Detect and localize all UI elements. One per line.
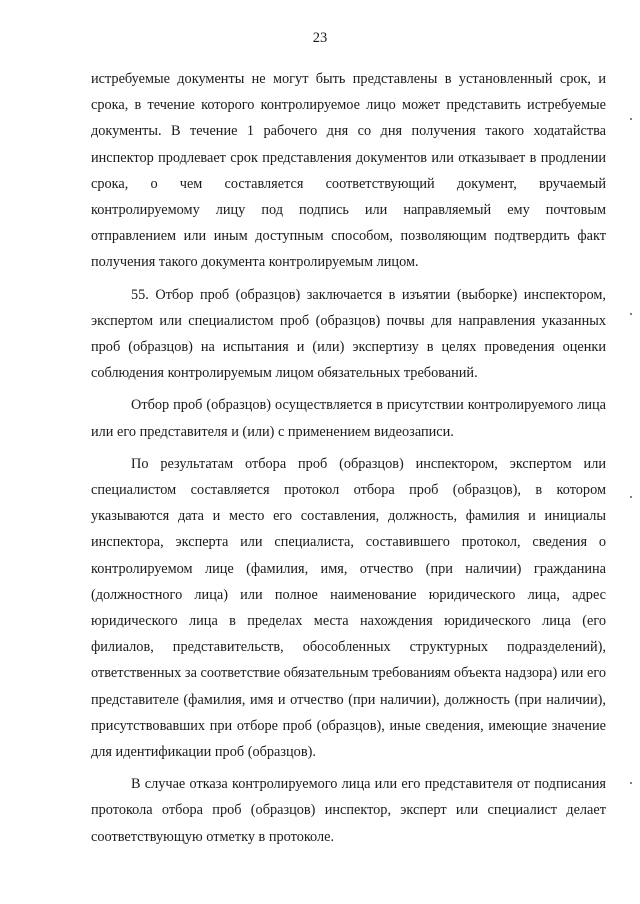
document-body	[91, 66, 606, 850]
paragraph-item-55: 55. Отбор проб (образцов) заключается в изъятии (выборке) инспектором, экспертом или специалистом проб (образцов) почвы для направления указанных проб (образцов) на испытания и (или) экспертизу в целях проведения оценки соблюдения контролируемым лицом обязательных требований.	[91, 286, 606, 382]
scan-speck	[630, 118, 632, 120]
paragraph-continuation: истребуемые документы не могут быть представлены в установленный срок, и срока, в течение которого контролируемое лицо может представить истребуемые документы. В течение 1 рабочего дня со дня получения такого ходатайства инспектор продлевает срок представления документов или отказывает в продлении срока, о чем составляется соответствующий документ, вручаемый контролируемому лицу под подпись или направляемый ему почтовым отправлением или иным доступным способом, позволяющим подтвердить факт получения такого документа контролируемым лицом.	[91, 71, 606, 271]
scan-speck	[630, 313, 632, 315]
scan-speck	[630, 496, 632, 498]
paragraph-sampling-presence: Отбор проб (образцов) осуществляется в присутствии контролируемого лица или его представителя и (или) с применением видеозаписи.	[91, 397, 606, 440]
paragraph-refusal-to-sign: В случае отказа контролируемого лица или его представителя от подписания протокола отбора проб (образцов) инспектор, эксперт или специалист делает соответствующую отметку в протоколе.	[91, 776, 606, 845]
page-number: 23	[312, 30, 328, 46]
scan-speck	[630, 782, 632, 784]
paragraph-sampling-protocol: По результатам отбора проб (образцов) инспектором, экспертом или специалистом составляется протокол отбора проб (образцов), в котором указываются дата и место его составления, должность, фамилия и инициалы инспектора, эксперта или специалиста, составившего протокол, сведения о контролируемом лице (фамилия, имя, отчество (при наличии) гражданина (должностного лица) или полное наименование юридического лица, адрес юридического лица в пределах места нахождения юридического лица (его филиалов, представительств, обособленных структурных подразделений), ответственных за соответствие обязательным требованиям объекта надзора) или его представителе (фамилия, имя и отчество (при наличии), должность (при наличии), присутствовавших при отборе проб (образцов), иные сведения, имеющие значение для идентификации проб (образцов).	[91, 455, 606, 761]
